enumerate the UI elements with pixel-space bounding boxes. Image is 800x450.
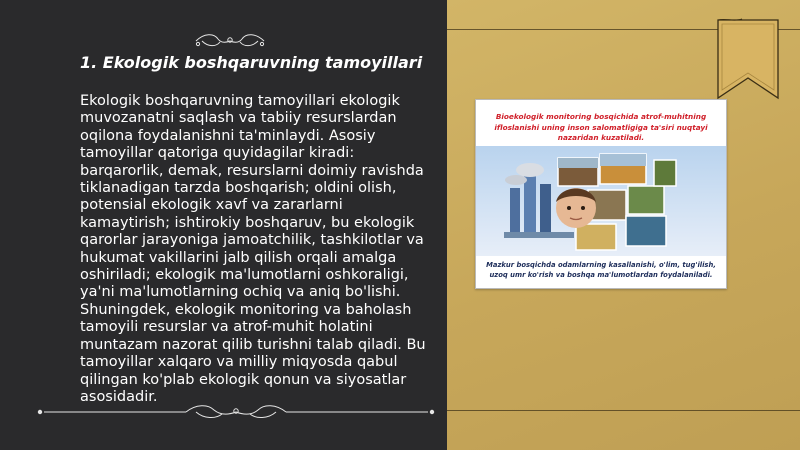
- slide-title: 1. Ekologik boshqaruvning tamoyillari: [80, 53, 423, 72]
- figure-card: [475, 99, 727, 289]
- top-ornament-icon: [188, 30, 272, 52]
- figure-caption: Mazkur bosqichda odamlarning kasallanishi, o'lim, tug'ilish, uzoq umr ko'rish va boshqa ma'lumotlardan foydalaniladi.: [486, 261, 716, 279]
- figure-heading: Bioekologik monitoring bosqichida atrof-muhitning ifloslanishi uning inson salomatligiga ta'siri nuqtayi nazaridan kuzatiladi.: [494, 112, 708, 142]
- slide-body-text: Ekologik boshqaruvning tamoyillari ekologik muvozanatni saqlash va tabiiy resurslardan oqilona foydalanishni ta'minlaydi. Asosiy tamoyillar qatoriga quyidagilar kiradi: barqarorlik, demak, resurslarni doimiy ravishda tiklanadigan tarzda boshqarish; oldini olish, potensial ekologik xavf va zararlarni kamaytirish; ishtirokiy boshqaruv, bu ekologik qarorlar jarayoniga jamoatchilik, tashkilotlar va hukumat vakillarini jalb qilish orqali amalga oshiriladi; ekologik ma'lumotlarni oshkoraligi, ya'ni ma'lumotlarning ochiq va aniq bo'lishi. Shuningdek, ekologik monitoring va baholash tamoyili resurslar va atrof-muhit holatini muntazam nazorat qilib turishni talab qiladi. Bu tamoyillar xalqaro va milliy miqyosda qabul qilingan ko'plab ekologik qonun va siyosatlar asosidadir.: [80, 93, 426, 405]
- monitoring-collage-image: [476, 146, 726, 256]
- bottom-divider: [447, 410, 800, 411]
- bookmark-ribbon-icon: [716, 16, 780, 100]
